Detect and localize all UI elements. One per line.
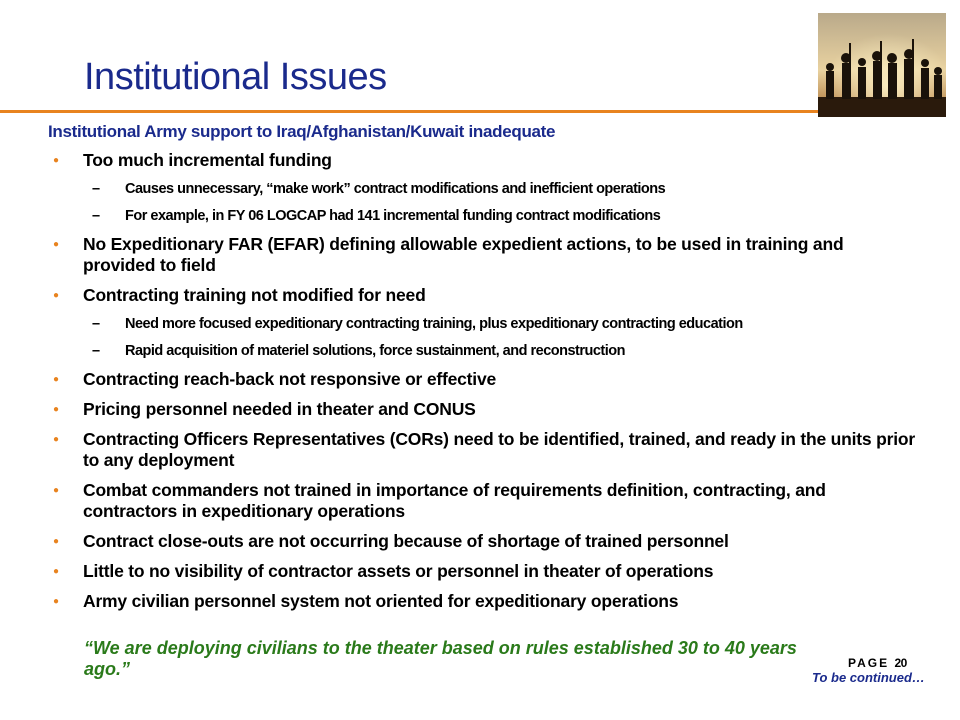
slide-title: Institutional Issues xyxy=(84,56,387,98)
page-number xyxy=(848,656,907,670)
bullet-text: No Expeditionary FAR (EFAR) defining allowable expedient actions, to be used in training and provided to field xyxy=(83,234,844,275)
title-underline xyxy=(0,110,818,113)
bullet-text: Army civilian personnel system not oriented for expeditionary operations xyxy=(83,591,679,611)
sub-bullet-text: Rapid acquisition of materiel solutions, force sustainment, and reconstruction xyxy=(125,343,625,359)
bullet-text: Contracting training not modified for need xyxy=(83,285,426,305)
bullet-list xyxy=(48,150,918,621)
page-label: PAGE xyxy=(848,656,890,670)
bullet-text: Too much incremental funding xyxy=(83,150,332,170)
sub-bullet-text: Causes unnecessary, “make work” contract modifications and inefficient operations xyxy=(125,181,666,197)
bullet-dot-icon: ● xyxy=(53,485,59,496)
bullet-item xyxy=(48,234,918,276)
bullet-dot-icon: ● xyxy=(53,536,59,547)
bullet-item xyxy=(48,285,918,306)
closing-quote: “We are deploying civilians to the theater based on rules established 30 to 40 years ago.” xyxy=(84,638,797,679)
slide-subtitle: Institutional Army support to Iraq/Afghanistan/Kuwait inadequate xyxy=(48,122,556,141)
bullet-text: Contracting Officers Representatives (CORs) need to be identified, trained, and ready in the units prior to any deployment xyxy=(83,429,915,470)
dash-icon: – xyxy=(92,208,100,224)
bullet-item xyxy=(48,480,918,522)
sub-bullet-item xyxy=(48,180,918,198)
bullet-dot-icon: ● xyxy=(53,290,59,301)
bullet-item xyxy=(48,591,918,612)
bullet-dot-icon: ● xyxy=(53,374,59,385)
bullet-dot-icon: ● xyxy=(53,155,59,166)
dash-icon: – xyxy=(92,181,100,197)
sub-bullet-item xyxy=(48,315,918,333)
soldiers-silhouette-photo xyxy=(818,13,946,117)
dash-icon: – xyxy=(92,343,100,359)
bullet-dot-icon: ● xyxy=(53,239,59,250)
bullet-text: Little to no visibility of contractor assets or personnel in theater of operations xyxy=(83,561,714,581)
sub-bullet-item xyxy=(48,207,918,225)
bullet-dot-icon: ● xyxy=(53,404,59,415)
dash-icon: – xyxy=(92,316,100,332)
bullet-text: Combat commanders not trained in importance of requirements definition, contracting, and contractors in expeditionary operations xyxy=(83,480,826,521)
bullet-dot-icon: ● xyxy=(53,596,59,607)
bullet-text: Pricing personnel needed in theater and CONUS xyxy=(83,399,476,419)
bullet-dot-icon: ● xyxy=(53,566,59,577)
sub-bullet-text: Need more focused expeditionary contracting training, plus expeditionary contracting education xyxy=(125,316,743,332)
bullet-item xyxy=(48,150,918,171)
continued-note: To be continued… xyxy=(812,670,925,685)
bullet-item xyxy=(48,561,918,582)
sub-bullet-text: For example, in FY 06 LOGCAP had 141 incremental funding contract modifications xyxy=(125,208,661,224)
bullet-text: Contract close-outs are not occurring because of shortage of trained personnel xyxy=(83,531,729,551)
bullet-text: Contracting reach-back not responsive or effective xyxy=(83,369,497,389)
page-number-value: 20 xyxy=(894,656,907,670)
bullet-item xyxy=(48,399,918,420)
bullet-dot-icon: ● xyxy=(53,434,59,445)
bullet-item xyxy=(48,531,918,552)
bullet-item xyxy=(48,369,918,390)
bullet-item xyxy=(48,429,918,471)
sub-bullet-item xyxy=(48,342,918,360)
